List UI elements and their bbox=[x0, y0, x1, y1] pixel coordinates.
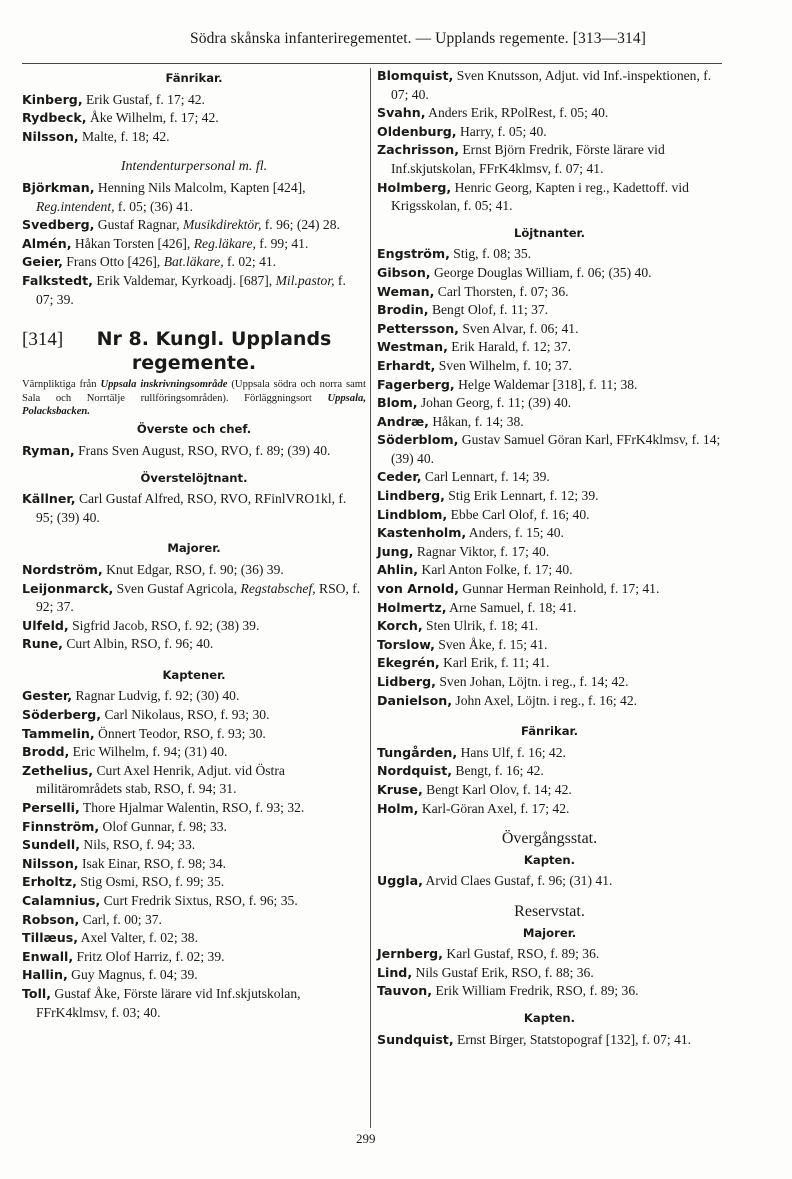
entry-text: Karl Anton Folke, f. 17; 40. bbox=[418, 562, 573, 578]
surname: Källner, bbox=[22, 491, 76, 507]
running-header: Södra skånska infanteriregementet. — Upplands regemente. [313—314] bbox=[190, 30, 646, 47]
list-item bbox=[377, 524, 722, 543]
entry-text: Erik Harald, f. 12; 37. bbox=[447, 339, 571, 355]
surname: Toll, bbox=[22, 985, 51, 1001]
entry-text: Malte, f. 18; 42. bbox=[78, 128, 170, 144]
list-item bbox=[377, 654, 722, 673]
regiment-number: [314] bbox=[22, 329, 64, 351]
entry-text: Henric Georg, Kapten i reg., Kadettoff. vid Krigsskolan, f. 05; 41. bbox=[391, 179, 689, 214]
entry-text: Ernst Björn Fredrik, Förste lärare vid Inf.skjutskolan, FFrK4klmsv, f. 07; 41. bbox=[391, 142, 665, 176]
list-item bbox=[377, 264, 722, 283]
list-item bbox=[377, 179, 722, 216]
section-heading: Övergångsstat. bbox=[501, 830, 598, 848]
entry-text: Bengt Karl Olov, f. 14; 42. bbox=[422, 781, 572, 797]
entry-text: Carl Thorsten, f. 07; 36. bbox=[434, 283, 569, 299]
list-item bbox=[22, 179, 366, 216]
list-item bbox=[377, 487, 722, 506]
list-item bbox=[377, 543, 722, 562]
surname: Rydbeck, bbox=[22, 110, 87, 126]
surname: Tungården, bbox=[377, 744, 458, 760]
regiment-title-cont: regemente. bbox=[131, 352, 257, 375]
list-item bbox=[377, 964, 722, 983]
surname: Holmertz, bbox=[377, 599, 447, 615]
entry-list bbox=[377, 872, 722, 891]
section-heading: Reservstat. bbox=[514, 902, 585, 920]
entry-text: Sven Alvar, f. 06; 41. bbox=[458, 320, 579, 336]
surname: Tauvon, bbox=[377, 983, 433, 999]
surname: Sundell, bbox=[22, 837, 80, 853]
entry-text: f. 07; 39. bbox=[36, 272, 346, 307]
list-item bbox=[22, 235, 366, 254]
surname: Ceder, bbox=[377, 469, 422, 485]
entry-text: Åke Wilhelm, f. 17; 42. bbox=[86, 110, 219, 126]
list-item bbox=[22, 706, 366, 725]
entry-text: Gustav Samuel Göran Karl, FFrK4klmsv, f. 14; (39) 40. bbox=[391, 432, 721, 466]
entry-text: Ebbe Carl Olof, f. 16; 40. bbox=[447, 506, 590, 522]
section-heading: Överstelöjtnant. bbox=[140, 470, 248, 485]
entry-text: Erik Gustaf, f. 17; 42. bbox=[82, 91, 205, 107]
surname: Gester, bbox=[22, 688, 73, 704]
list-item bbox=[377, 413, 722, 432]
surname: Finnström, bbox=[22, 818, 100, 834]
entry-list bbox=[377, 945, 722, 1001]
section-heading: Intendenturpersonal m. fl. bbox=[120, 159, 268, 175]
entry-list bbox=[377, 1031, 722, 1050]
surname: Söderberg, bbox=[22, 707, 102, 723]
entry-text: f. 05; (36) 41. bbox=[114, 198, 194, 214]
list-item bbox=[22, 799, 366, 818]
entry-list bbox=[22, 91, 366, 147]
section-heading: Löjtnanter. bbox=[513, 225, 586, 240]
entry-text: Sigfrid Jacob, RSO, f. 92; (38) 39. bbox=[68, 617, 260, 633]
list-item bbox=[22, 442, 366, 461]
section-heading: Majorer. bbox=[522, 925, 577, 940]
list-item bbox=[377, 320, 722, 339]
entry-text: John Axel, Löjtn. i reg., f. 16; 42. bbox=[452, 692, 638, 708]
entry-text: Carl, f. 00; 37. bbox=[79, 911, 162, 927]
surname: Zethelius, bbox=[22, 762, 94, 778]
list-item bbox=[22, 762, 366, 799]
surname: Pettersson, bbox=[377, 320, 459, 336]
surname: Calamnius, bbox=[22, 893, 101, 908]
entry-list bbox=[377, 67, 722, 216]
list-item bbox=[377, 744, 722, 763]
entry-text: Anders Erik, RPolRest, f. 05; 40. bbox=[425, 105, 609, 121]
entry-list bbox=[22, 490, 366, 527]
surname: Geier, bbox=[22, 254, 63, 270]
entry-text: Henning Nils Malcolm, Kapten [424], bbox=[94, 179, 306, 195]
list-item bbox=[22, 836, 366, 855]
surname: Rune, bbox=[22, 636, 63, 652]
surname: Jernberg, bbox=[377, 946, 443, 962]
entry-text: Ernst Birger, Statstopograf [132], f. 07; 41. bbox=[453, 1031, 692, 1047]
page-number: 299 bbox=[356, 1131, 376, 1146]
entry-text: Bengt Olof, f. 11; 37. bbox=[428, 302, 549, 318]
entry-text: Gustaf Ragnar, bbox=[94, 217, 183, 233]
entry-text: f. 02; 41. bbox=[223, 254, 277, 270]
surname: Hallin, bbox=[22, 967, 68, 983]
list-item bbox=[377, 1031, 722, 1050]
section-heading: Majorer. bbox=[167, 541, 221, 556]
surname: Kruse, bbox=[377, 781, 423, 797]
list-item bbox=[377, 781, 722, 800]
entry-text: Sven Knutsson, Adjut. vid Inf.-inspektionen, f. 07; 40. bbox=[391, 68, 712, 102]
surname: Lindberg, bbox=[377, 488, 445, 504]
surname: Uggla, bbox=[377, 873, 423, 889]
list-item bbox=[377, 762, 722, 781]
surname: Korch, bbox=[377, 618, 423, 634]
list-item bbox=[22, 911, 366, 930]
list-item bbox=[22, 687, 366, 706]
title-text: Reg.intendent, bbox=[36, 198, 115, 214]
list-item bbox=[22, 948, 366, 967]
section-heading: Överste och chef. bbox=[136, 422, 252, 437]
list-item bbox=[22, 929, 366, 948]
surname: Sundquist, bbox=[377, 1031, 454, 1047]
list-item bbox=[22, 818, 366, 837]
surname: Andræ, bbox=[377, 413, 429, 429]
entry-text: Erik Valdemar, Kyrkoadj. [687], bbox=[92, 272, 276, 288]
surname: Zachrisson, bbox=[377, 142, 459, 158]
entry-text: Gunnar Herman Reinhold, f. 17; 41. bbox=[458, 581, 660, 597]
list-item bbox=[377, 357, 722, 376]
list-item bbox=[22, 216, 366, 235]
entry-text: Ragnar Viktor, f. 17; 40. bbox=[413, 543, 550, 559]
surname: Ryman, bbox=[22, 442, 75, 458]
entry-text: Arvid Claes Gustaf, f. 96; (31) 41. bbox=[422, 873, 613, 889]
list-item bbox=[377, 982, 722, 1001]
list-item bbox=[22, 561, 366, 580]
entry-text: Harry, f. 05; 40. bbox=[456, 123, 547, 139]
entry-text: Gustaf Åke, Förste lärare vid Inf.skjutskolan, FFrK4klmsv, f. 03; 40. bbox=[36, 985, 301, 1020]
list-item bbox=[22, 985, 366, 1022]
surname: Falkstedt, bbox=[22, 272, 93, 288]
entry-text: Karl-Göran Axel, f. 17; 42. bbox=[418, 800, 570, 816]
surname: Danielson, bbox=[377, 692, 452, 708]
surname: Brodd, bbox=[22, 744, 70, 760]
list-item bbox=[22, 725, 366, 744]
regiment-heading bbox=[22, 327, 366, 375]
list-item bbox=[377, 800, 722, 819]
entry-text: Curt Albin, RSO, f. 96; 40. bbox=[62, 636, 214, 652]
entry-text: Karl Gustaf, RSO, f. 89; 36. bbox=[442, 946, 600, 962]
entry-text: Eric Wilhelm, f. 94; (31) 40. bbox=[69, 744, 228, 760]
surname: Ulfeld, bbox=[22, 617, 69, 633]
entry-text: Hans Ulf, f. 16; 42. bbox=[457, 744, 566, 760]
surname: Erholtz, bbox=[22, 874, 77, 890]
surname: Tammelin, bbox=[22, 725, 95, 741]
title-text: Musikdirektör, bbox=[182, 217, 262, 233]
list-item bbox=[22, 635, 366, 654]
list-item bbox=[377, 283, 722, 302]
surname: Nilsson, bbox=[22, 128, 79, 144]
list-item bbox=[22, 272, 366, 309]
surname: Nordström, bbox=[22, 561, 103, 577]
list-item bbox=[377, 617, 722, 636]
entry-text: Sven Johan, Löjtn. i reg., f. 14; 42. bbox=[435, 674, 629, 689]
surname: Kastenholm, bbox=[377, 525, 467, 541]
surname: Svahn, bbox=[377, 105, 426, 121]
entry-text: Erik William Fredrik, RSO, f. 89; 36. bbox=[432, 983, 639, 999]
list-item bbox=[377, 636, 722, 655]
column-divider bbox=[370, 68, 371, 1128]
list-item bbox=[377, 123, 722, 142]
entry-text: Knut Edgar, RSO, f. 90; (36) 39. bbox=[102, 561, 284, 577]
list-item bbox=[377, 394, 722, 413]
entry-text: Carl Nikolaus, RSO, f. 93; 30. bbox=[101, 707, 270, 723]
surname: Holmberg, bbox=[377, 179, 452, 195]
surname: Enwall, bbox=[22, 948, 74, 964]
surname: Leijonmarck, bbox=[22, 580, 114, 596]
entry-text: Frans Sven August, RSO, RVO, f. 89; (39) 40. bbox=[74, 442, 331, 458]
title-text: Bat.läkare, bbox=[163, 254, 224, 270]
entry-list bbox=[377, 245, 722, 710]
list-item bbox=[377, 67, 722, 104]
entry-list bbox=[377, 744, 722, 818]
list-item bbox=[22, 109, 366, 128]
list-item bbox=[377, 872, 722, 891]
entry-text: Sven Wilhelm, f. 10; 37. bbox=[435, 357, 572, 373]
entry-text: George Douglas William, f. 06; (35) 40. bbox=[430, 264, 652, 280]
surname: Björkman, bbox=[22, 179, 95, 195]
entry-list bbox=[22, 561, 366, 654]
entry-text: Stig Osmi, RSO, f. 99; 35. bbox=[76, 874, 225, 890]
list-item bbox=[22, 128, 366, 147]
surname: Weman, bbox=[377, 283, 435, 299]
entry-text: Önnert Teodor, RSO, f. 93; 30. bbox=[94, 725, 266, 741]
entry-list bbox=[22, 687, 366, 1022]
surname: Perselli, bbox=[22, 800, 80, 816]
entry-text: Thore Hjalmar Walentin, RSO, f. 93; 32. bbox=[79, 800, 305, 816]
entry-text: f. 99; 41. bbox=[255, 235, 309, 251]
list-item bbox=[22, 873, 366, 892]
entry-text: Johan Georg, f. 11; (39) 40. bbox=[417, 395, 572, 411]
list-item bbox=[22, 580, 366, 617]
surname: Ekegrén, bbox=[377, 655, 440, 671]
surname: Blom, bbox=[377, 395, 418, 411]
entry-text: f. 96; (24) 28. bbox=[261, 217, 340, 233]
entry-text: Arne Samuel, f. 18; 41. bbox=[446, 599, 577, 615]
surname: Svedberg, bbox=[22, 217, 95, 233]
section-heading: Fänrikar. bbox=[520, 724, 578, 739]
entry-text: Bengt, f. 16; 42. bbox=[452, 763, 544, 779]
surname: Lidberg, bbox=[377, 674, 436, 689]
list-item bbox=[377, 104, 722, 123]
entry-text: Håkan Torsten [426], bbox=[71, 235, 194, 251]
list-item bbox=[377, 376, 722, 395]
section-heading: Kapten. bbox=[523, 1010, 576, 1025]
list-item bbox=[377, 580, 722, 599]
surname: Almén, bbox=[22, 235, 72, 251]
section-heading: Kaptener. bbox=[162, 667, 226, 682]
entry-text: Anders, f. 15; 40. bbox=[466, 525, 564, 541]
list-item bbox=[377, 245, 722, 264]
entry-text: Stig Erik Lennart, f. 12; 39. bbox=[444, 488, 599, 504]
section-heading: Kapten. bbox=[523, 852, 576, 867]
surname: Ahlin, bbox=[377, 562, 419, 578]
surname: Kinberg, bbox=[22, 91, 83, 107]
title-text: Mil.pastor, bbox=[275, 272, 335, 288]
entry-text: RSO, f. 92; 37. bbox=[36, 580, 361, 615]
list-item bbox=[377, 468, 722, 487]
entry-text: Isak Einar, RSO, f. 98; 34. bbox=[78, 855, 227, 871]
entry-text: Karl Erik, f. 11; 41. bbox=[439, 655, 550, 671]
surname: Engström, bbox=[377, 246, 450, 262]
title-text: Regstabschef, bbox=[240, 580, 316, 596]
surname: Gibson, bbox=[377, 264, 431, 280]
surname: Söderblom, bbox=[377, 432, 459, 448]
entry-text: Sten Ulrik, f. 18; 41. bbox=[422, 618, 539, 634]
entry-text: Axel Valter, f. 02; 38. bbox=[77, 930, 199, 946]
entry-text: Olof Gunnar, f. 98; 33. bbox=[99, 818, 227, 834]
right-column bbox=[377, 67, 722, 1049]
entry-text: Curt Axel Henrik, Adjut. vid Östra militärområdets stab, RSO, f. 94; 31. bbox=[36, 762, 285, 797]
surname: Westman, bbox=[377, 339, 448, 355]
entry-text: Håkan, f. 14; 38. bbox=[428, 413, 524, 429]
surname: von Arnold, bbox=[377, 581, 459, 597]
surname: Nordquist, bbox=[377, 763, 453, 779]
entry-text: Carl Lennart, f. 14; 39. bbox=[421, 469, 550, 485]
surname: Tillæus, bbox=[22, 930, 78, 946]
entry-text: Fritz Olof Harriz, f. 02; 39. bbox=[73, 948, 225, 964]
surname: Holm, bbox=[377, 800, 419, 816]
entry-text: Ragnar Ludvig, f. 92; (30) 40. bbox=[72, 688, 240, 704]
entry-text: Guy Magnus, f. 04; 39. bbox=[67, 967, 198, 983]
entry-text: Sven Åke, f. 15; 41. bbox=[434, 636, 548, 652]
surname: Lind, bbox=[377, 964, 413, 980]
surname: Oldenburg, bbox=[377, 123, 457, 139]
surname: Robson, bbox=[22, 911, 80, 927]
surname: Torslow, bbox=[377, 636, 435, 652]
list-item bbox=[22, 743, 366, 762]
list-item bbox=[22, 91, 366, 110]
list-item bbox=[377, 599, 722, 618]
list-item bbox=[22, 892, 366, 911]
entry-text: Nils Gustaf Erik, RSO, f. 88; 36. bbox=[412, 964, 594, 980]
surname: Fagerberg, bbox=[377, 376, 455, 392]
entry-list bbox=[22, 442, 366, 461]
list-item bbox=[377, 301, 722, 320]
entry-text: Stig, f. 08; 35. bbox=[449, 246, 532, 262]
list-item bbox=[377, 431, 722, 468]
surname: Brodin, bbox=[377, 302, 429, 318]
list-item bbox=[22, 253, 366, 272]
list-item bbox=[377, 692, 722, 711]
left-column bbox=[22, 67, 366, 1022]
list-item bbox=[377, 141, 722, 178]
entry-list bbox=[22, 179, 366, 309]
list-item bbox=[22, 855, 366, 874]
entry-text: Nils, RSO, f. 94; 33. bbox=[79, 837, 196, 853]
entry-text: Curt Fredrik Sixtus, RSO, f. 96; 35. bbox=[100, 893, 298, 908]
entry-text: Carl Gustaf Alfred, RSO, RVO, RFinlVRO1kl, f. 95; (39) 40. bbox=[36, 491, 347, 525]
surname: Nilsson, bbox=[22, 855, 79, 871]
section-heading: Fänrikar. bbox=[165, 71, 223, 85]
surname: Blomquist, bbox=[377, 68, 454, 83]
entry-text: Helge Waldemar [318], f. 11; 38. bbox=[454, 376, 638, 392]
list-item bbox=[377, 561, 722, 580]
surname: Lindblom, bbox=[377, 506, 448, 522]
list-item bbox=[22, 617, 366, 636]
list-item bbox=[377, 945, 722, 964]
regiment-note: Värnpliktiga från Uppsala inskrivningsområde (Uppsala södra och norra samt Sala och Norrtälje rullföringsområden). Förläggningsort Uppsala, Polacksbacken. bbox=[22, 379, 366, 417]
entry-text: Sven Gustaf Agricola, bbox=[113, 580, 241, 596]
list-item bbox=[377, 338, 722, 357]
title-text: Reg.läkare, bbox=[193, 235, 256, 251]
header-rule bbox=[22, 63, 722, 64]
list-item bbox=[377, 506, 722, 525]
list-item bbox=[377, 673, 722, 692]
entry-text: Frans Otto [426], bbox=[62, 254, 164, 270]
list-item bbox=[22, 966, 366, 985]
regiment-title: Nr 8. Kungl. Upplands bbox=[96, 328, 332, 351]
list-item bbox=[22, 490, 366, 527]
surname: Jung, bbox=[377, 543, 414, 559]
surname: Erhardt, bbox=[377, 357, 436, 373]
